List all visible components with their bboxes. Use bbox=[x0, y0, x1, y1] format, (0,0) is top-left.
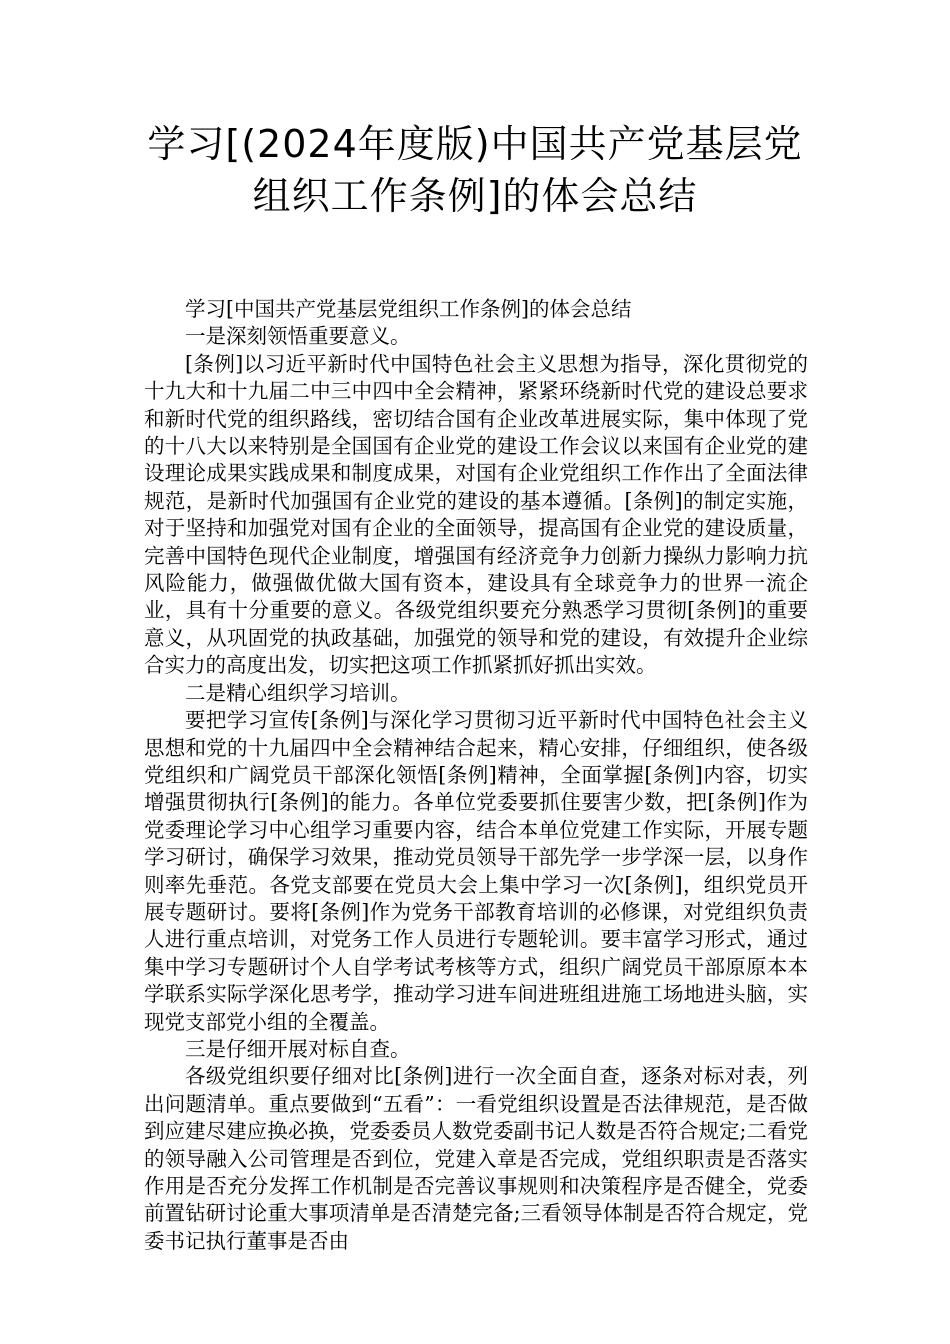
page-title bbox=[120, 118, 830, 222]
subtitle-paragraph: 学习[中国共产党基层党组织工作条例]的体会总结 bbox=[185, 297, 632, 321]
document-body bbox=[144, 296, 808, 1255]
body-paragraph-3: 各级党组织要仔细对比[条例]进行一次全面自查，逐条对标对表，列出问题清单。重点要做到“五看”：一看党组织设置是否法律规范，是否做到应建尽建应换必换，党委委员人数党委副书记人数是否符合规定;二看党的领导融入公司管理是否到位，党建入章是否完成，党组织职责是否落实作用是否充分发挥工作机制是否完善议事规则和决策程序是否健全，党委前置钻研讨论重大事项清单是否清楚完备;三看领导体制是否符合规定，党委书记执行董事是否由 bbox=[144, 1064, 808, 1253]
title-line-2: 组织工作条例]的体会总结 bbox=[252, 174, 698, 218]
body-paragraph-2: 要把学习宣传[条例]与深化学习贯彻习近平新时代中国特色社会主义思想和党的十九届四中全会精神结合起来，精心安排，仔细组织，使各级党组织和广阔党员干部深化领悟[条例]精神，全面掌握[条例]内容，切实增强贯彻执行[条例]的能力。各单位党委要抓住要害少数，把[条例]作为党委理论学习中心组学习重要内容，结合本单位党建工作实际，开展专题学习研讨，确保学习效果，推动党员领导干部先学一步学深一层，以身作则率先垂范。各党支部要在党员大会上集中学习一次[条例]，组织党员开展专题研讨。要将[条例]作为党务干部教育培训的必修课，对党组织负责人进行重点培训，对党务工作人员进行专题轮训。要丰富学习形式，通过集中学习专题研讨个人自学考试考核等方式，组织广阔党员干部原原本本学联系实际学深化思考学，推动学习进车间进班组进施工场地进头脑，实现党支部党小组的全覆盖。 bbox=[144, 708, 808, 1034]
section-heading-3: 三是仔细开展对标自查。 bbox=[185, 1036, 411, 1061]
section-heading-1: 一是深刻领悟重要意义。 bbox=[185, 324, 411, 349]
section-heading-2: 二是精心组织学习培训。 bbox=[185, 680, 411, 705]
title-line-1: 学习[(2024年度版)中国共产党基层党 bbox=[147, 122, 803, 166]
body-paragraph-1: [条例]以习近平新时代中国特色社会主义思想为指导，深化贯彻党的十九大和十九届二中三中四中全会精神，紧紧环绕新时代党的建设总要求和新时代党的组织路线，密切结合国有企业改革进展实际，集中体现了党的十八大以来特别是全国国有企业党的建设工作会议以来国有企业党的建设理论成果实践成果和制度成果，对国有企业党组织工作作出了全面法律规范，是新时代加强国有企业党的建设的基本遵循。[条例]的制定实施，对于坚持和加强党对国有企业的全面领导，提高国有企业党的建设质量，完善中国特色现代企业制度，增强国有经济竞争力创新力操纵力影响力抗风险能力，做强做优做大国有资本，建设具有全球竞争力的世界一流企业，具有十分重要的意义。各级党组织要充分熟悉学习贯彻[条例]的重要意义，从巩固党的执政基础，加强党的领导和党的建设，有效提升企业综合实力的高度出发，切实把这项工作抓紧抓好抓出实效。 bbox=[144, 351, 808, 678]
